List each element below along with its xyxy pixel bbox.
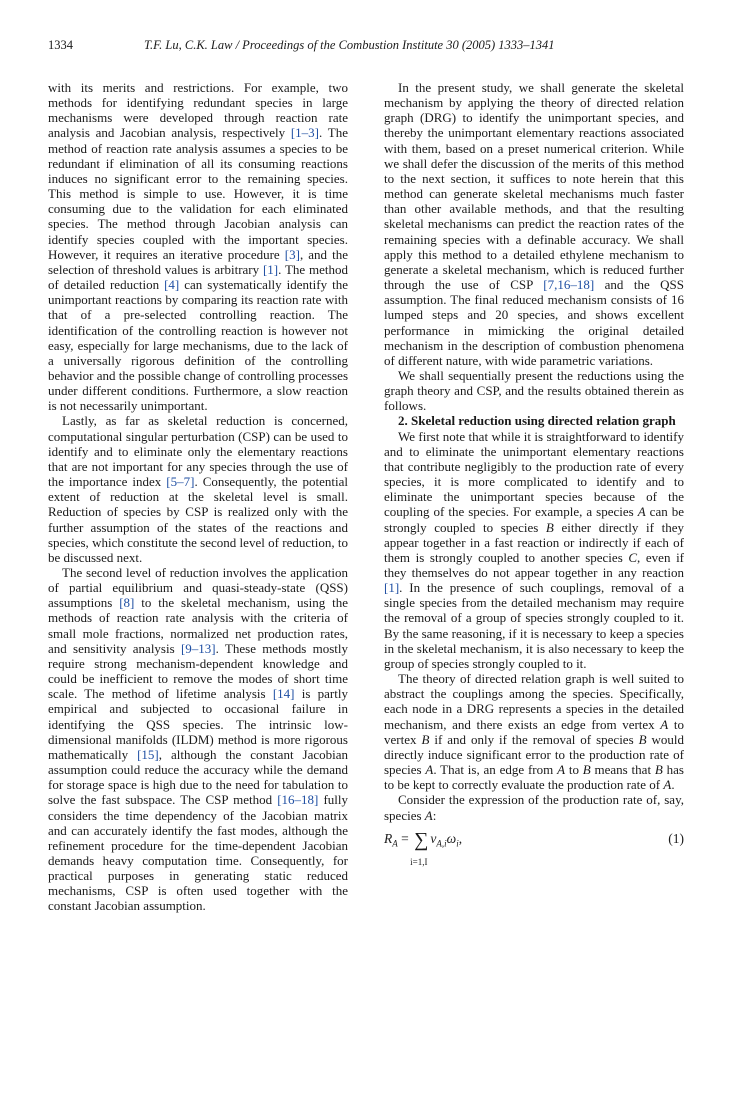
equation-number: (1) bbox=[668, 830, 684, 846]
paragraph: The theory of directed relation graph is well suited to abstract the couplings among the species. Specifically, each node in a DRG represents a species in the detailed mechanism, and there exists an edge from vertex A to vertex B if and only if the removal of species B would directly induce significant error to the production rate of species A. That is, an edge from A to B means that B has to be kept to correctly evaluate the production rate of A. bbox=[384, 671, 685, 793]
paragraph: Lastly, as far as skeletal reduction is concerned, computational singular perturbation (CSP) can be used to identify and to eliminate only the elementary reactions that are not important for any species through the use of the importance index [5–7]. Consequently, the potential extent of reduction at the skeletal level is small. Reduction of species by CSP is realized only with the further assumption of the states of the reactions and species, which constitute the second level of reduction, to be discussed next. bbox=[48, 413, 348, 565]
right-column bbox=[384, 80, 684, 865]
citation-link[interactable]: [8] bbox=[119, 595, 135, 611]
citation-link[interactable]: [4] bbox=[164, 277, 180, 293]
equation bbox=[384, 828, 684, 867]
citation-link[interactable]: [7,16–18] bbox=[543, 277, 595, 293]
citation-link[interactable]: [1–3] bbox=[290, 125, 320, 141]
paragraph: In the present study, we shall generate the skeletal mechanism by applying the theory of directed relation graph (DRG) to identify the unimportant species, and thereby the unimportant elementary reactions associated with them, based on a preset numerical criterion. While we shall defer the discussion of the merits of this method to the next section, it suffices to note herein that this method can generate skeletal mechanisms much faster than other available methods, and that the resulting skeletal mechanisms can predict the reaction rates of the remaining species with a definable accuracy. We shall apply this method to a detailed ethylene mechanism to generate a skeletal mechanism, which is reduced further through the use of CSP [7,16–18] and the QSS assumption. The final reduced mechanism consists of 16 lumped steps and 20 species, and shows excellent performance in mimicking the original detailed mechanism in the description of combustion phenomena of different nature, with wide parametric variations. bbox=[384, 80, 684, 368]
summation-range: i=1,I bbox=[410, 856, 428, 867]
paragraph: with its merits and restrictions. For example, two methods for identifying redundant species in large mechanisms were developed through reaction rate analysis and Jacobian analysis, respectively [1–3]. The method of reaction rate analysis assumes a species to be redundant if elimination of all its consuming reactions induces no significant error to the remaining species. This method is simple to use. However, it is time consuming due to the validation for each eliminated species. The method through Jacobian analysis can identify species coupled with the important species. However, it requires an iterative procedure [3], and the selection of threshold values is arbitrary [1]. The method of detailed reduction [4] can systematically identify the unimportant reactions by comparing its reaction rate with that of a pre-selected controlling reaction. The identification of the controlling reaction is however not easy, especially for large mechanisms, due to the lack of a universally rigorous definition of the controlling behavior and the possible change of controlling processes under different conditions. Furthermore, a slow reaction is not necessarily unimportant. bbox=[48, 80, 348, 414]
paragraph: We shall sequentially present the reductions using the graph theory and CSP, and the results obtained therein as follows. bbox=[384, 367, 684, 414]
paragraph: We first note that while it is straightforward to identify and to eliminate the unimportant elementary reactions that contribute negligibly to the production rate of every species, it is more complicated to identify and to eliminate the unimportant species because of the coupling of the species. For example, a species A can be strongly coupled to species B either directly if they appear together in a fast reaction or indirectly if each of them is strongly coupled to another species C, even if they themselves do not appear together in any reaction [1]. In the presence of such couplings, removal of a single species from the detailed mechanism may require the removal of a group of species strongly coupled to it. By the same reasoning, if it is necessary to keep a species in the skeletal mechanism, it is also necessary to keep the group of species strongly coupled to it. bbox=[384, 428, 685, 671]
left-column bbox=[48, 80, 348, 914]
citation-link[interactable]: [5–7] bbox=[166, 474, 195, 490]
citation-link[interactable]: [14] bbox=[272, 686, 295, 702]
citation-link[interactable]: [15] bbox=[137, 746, 159, 762]
running-head: T.F. Lu, C.K. Law / Proceedings of the Combustion Institute 30 (2005) 1333–1341 bbox=[144, 38, 555, 52]
running-header bbox=[48, 38, 682, 58]
citation-link[interactable]: [1] bbox=[262, 261, 279, 277]
section-heading: 2. Skeletal reduction using directed relation graph bbox=[398, 413, 676, 429]
citation-link[interactable]: [1] bbox=[384, 580, 400, 596]
citation-link[interactable]: [3] bbox=[284, 246, 300, 262]
paragraph: The second level of reduction involves the application of partial equilibrium and quasi-steady-state (QSS) assumptions [8] to the skeletal mechanism, using the methods of reaction rate analysis with the criteria of small mole fractions, normalized net production rates, and sensitivity analysis [9–13]. These methods mostly require strong mechanism-dependent knowledge and could be inefficient to remove the modes of short time scale. The method of lifetime analysis [14] is partly empirical and subjected to occasional failure in identifying the QSS species. The intrinsic low-dimensional manifolds (ILDM) method is more rigorous mathematically [15], although the constant Jacobian assumption could reduce the accuracy while the demand for storage space is high due to the need for tabulation to solve the fast subspace. The CSP method [16–18] fully considers the time dependency of the Jacobian matrix and can accurately identify the fast modes, although the refinement procedure for the time-dependent Jacobian demands heavy computation time. Consequently, for practical purposes in generating static reduced mechanisms, CSP is often used together with the constant Jacobian assumption. bbox=[48, 565, 348, 914]
citation-link[interactable]: [16–18] bbox=[277, 792, 319, 808]
equation-body: $R_A$ = ∑ i=1,I $\nu_{A,i}\omega_i$, bbox=[384, 831, 462, 852]
citation-link[interactable]: [9–13] bbox=[180, 640, 216, 656]
summation-symbol: ∑ i=1,I bbox=[414, 833, 428, 848]
paragraph: Consider the expression of the production rate of, say, species A: bbox=[384, 792, 684, 823]
page-number: 1334 bbox=[48, 38, 73, 52]
